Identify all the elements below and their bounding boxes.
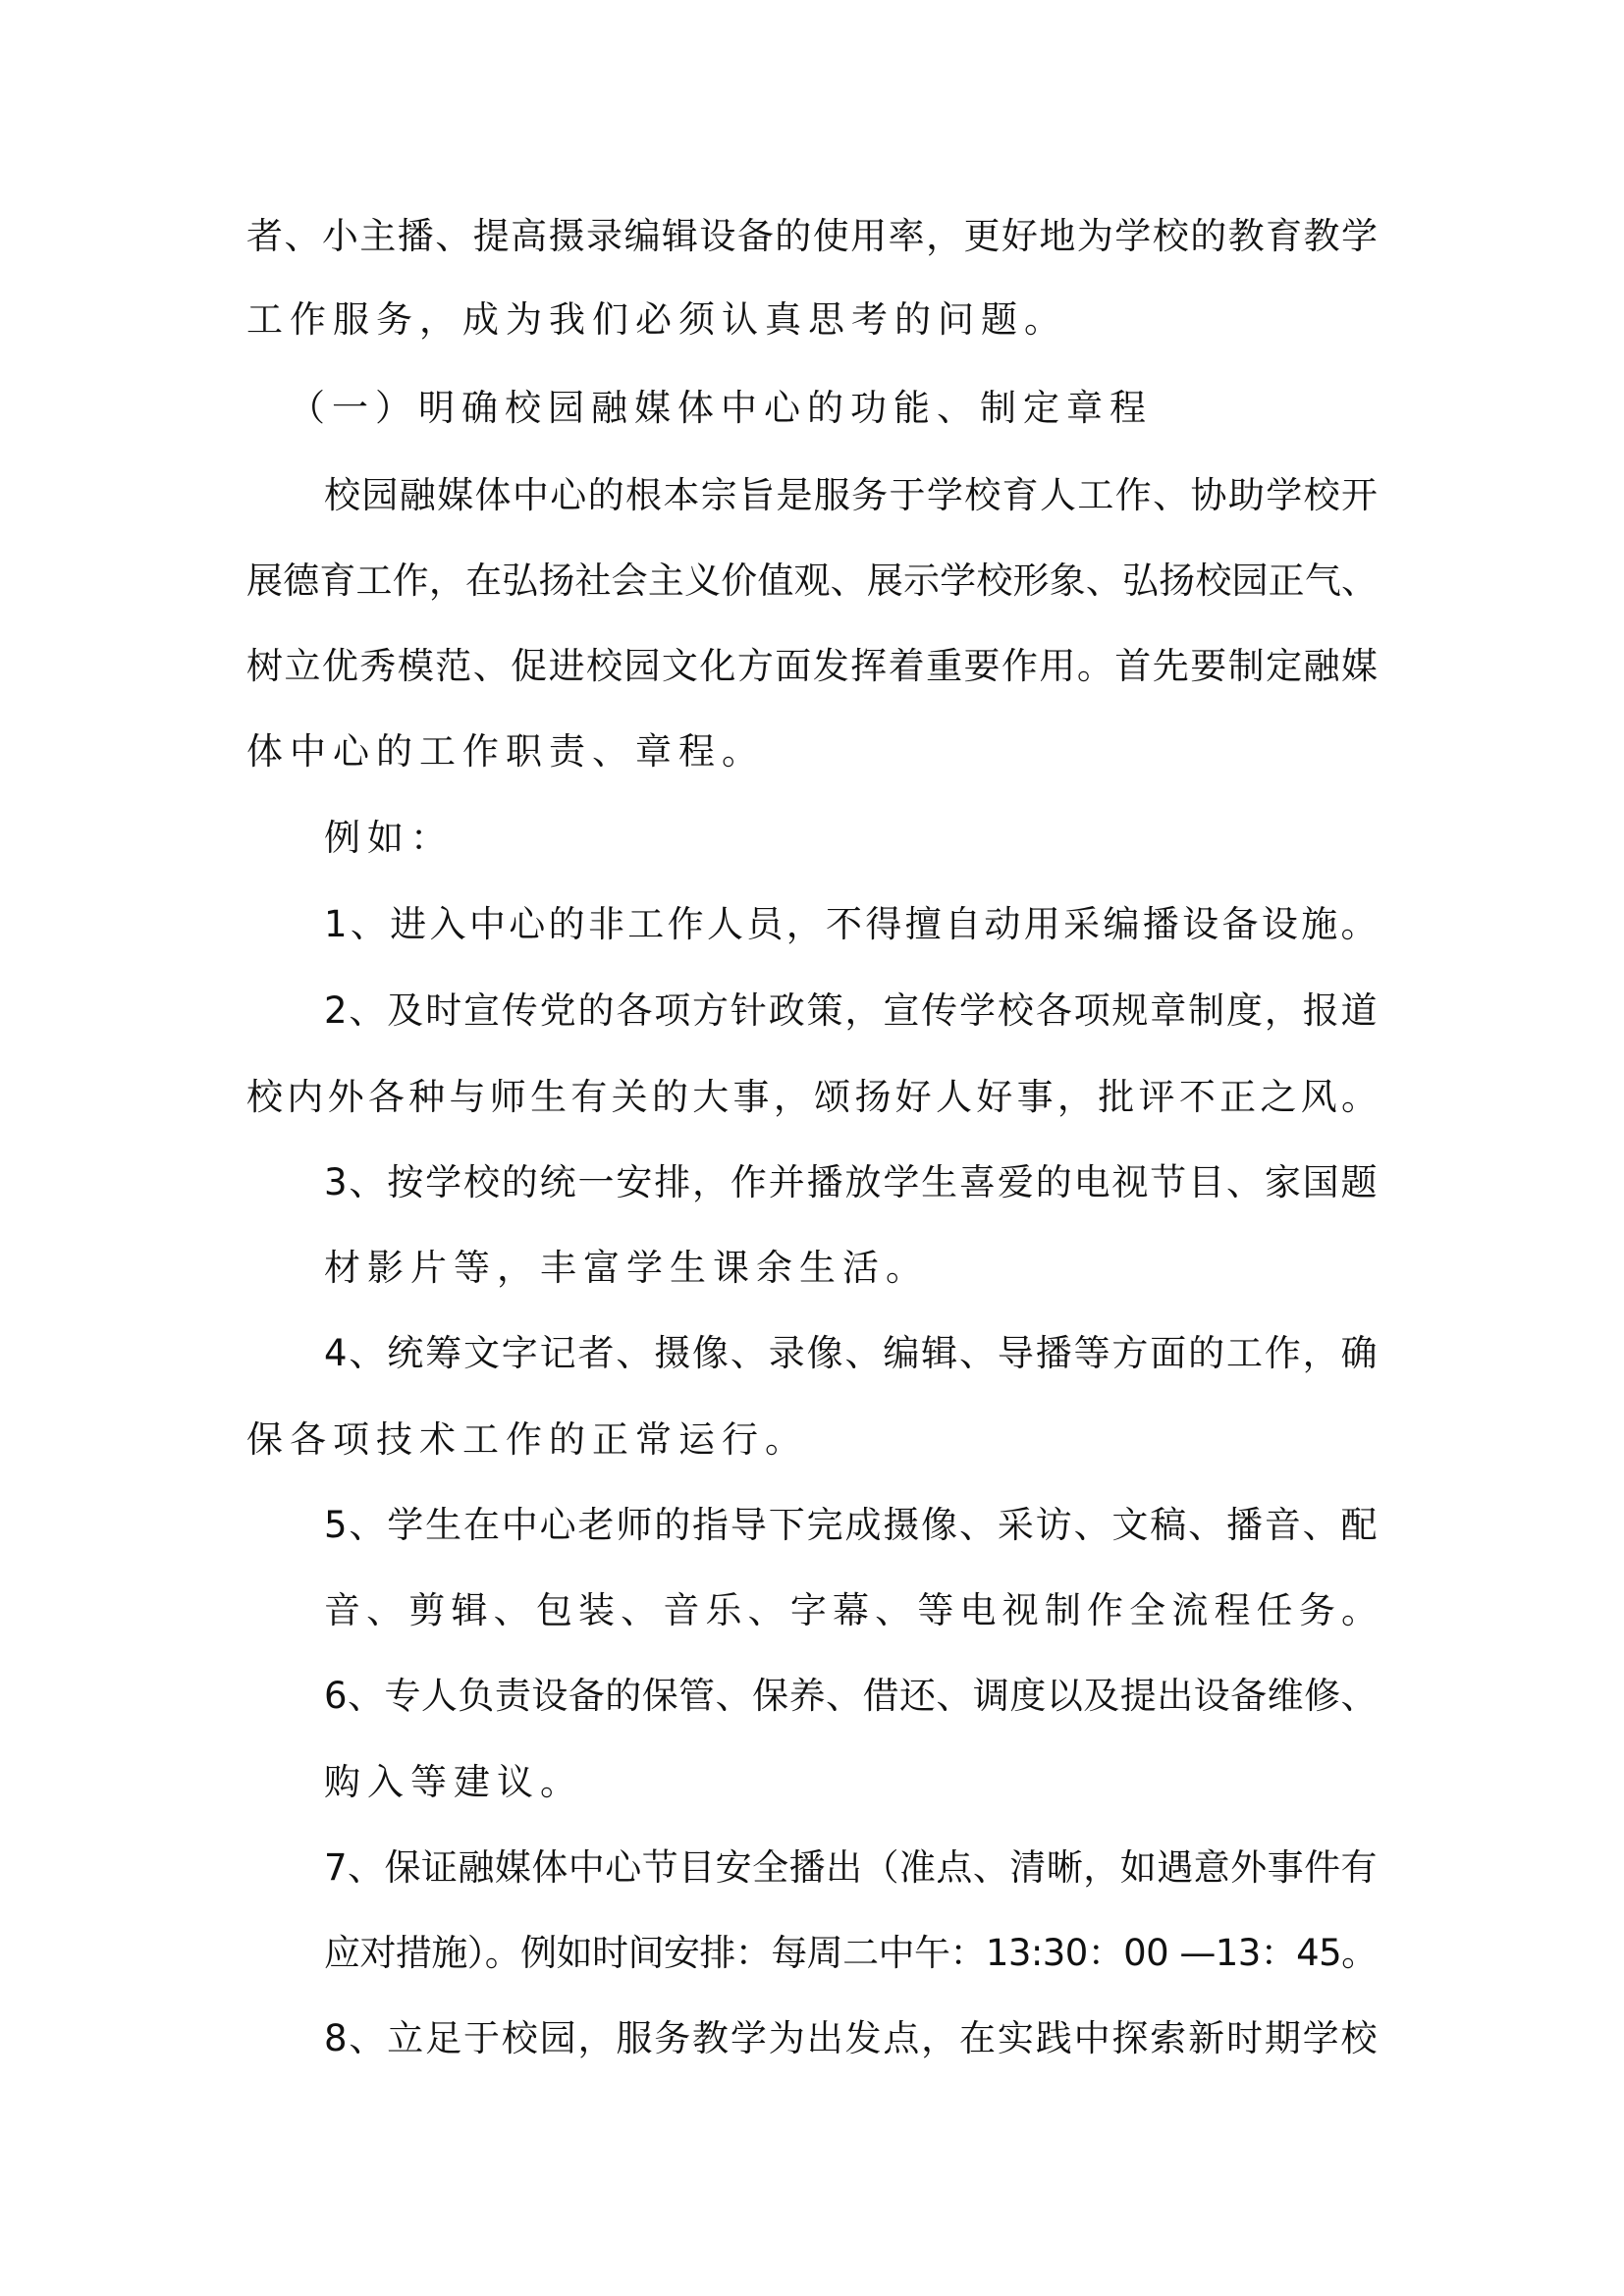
list-item: 1、进入中心的非工作人员，不得擅自动用采编播设备设施。 — [324, 903, 1380, 945]
text-line: 校内外各种与师生有关的大事，颂扬好人好事，批评不正之风。 — [246, 1076, 1382, 1118]
list-item: 5、学生在中心老师的指导下完成摄像、采访、文稿、播音、配 — [324, 1504, 1380, 1546]
list-item: 2、及时宣传党的各项方针政策，宣传学校各项规章制度，报道 — [324, 989, 1380, 1032]
text-line: 树立优秀模范、促进校园文化方面发挥着重要作用。首先要制定融媒 — [246, 645, 1380, 687]
section-heading: （一）明确校园融媒体中心的功能、制定章程 — [289, 387, 1153, 429]
list-item: 8、立足于校园，服务教学为出发点，在实践中探索新时期学校 — [324, 2017, 1380, 2059]
text-line: 音、剪辑、包装、音乐、字幕、等电视制作全流程任务。 — [324, 1589, 1384, 1631]
text-line: 保各项技术工作的正常运行。 — [246, 1418, 808, 1461]
text-line: 者、小主播、提高摄录编辑设备的使用率，更好地为学校的教育教学 — [246, 215, 1380, 257]
list-item: 3、按学校的统一安排，作并播放学生喜爱的电视节目、家国题 — [324, 1161, 1380, 1203]
list-item: 7、保证融媒体中心节目安全播出（准点、清晰，如遇意外事件有 — [324, 1846, 1379, 1889]
text-line: 展德育工作，在弘扬社会主义价值观、展示学校形象、弘扬校园正气、 — [246, 560, 1379, 602]
text-line: 工作服务，成为我们必须认真思考的问题。 — [246, 298, 1067, 341]
text-line: 体中心的工作职责、章程。 — [246, 730, 765, 773]
text-line: 购入等建议。 — [324, 1761, 583, 1803]
list-item: 6、专人负责设备的保管、保养、借还、调度以及提出设备维修、 — [324, 1675, 1379, 1717]
text-line: 材影片等，丰富学生课余生活。 — [324, 1247, 929, 1289]
text-line: 校园融媒体中心的根本宗旨是服务于学校育人工作、协助学校开 — [324, 474, 1380, 516]
text-line: 应对措施）。例如时间安排：每周二中午：13:30：00 —13：45。 — [324, 1932, 1378, 1974]
list-item: 4、统筹文字记者、摄像、录像、编辑、导播等方面的工作，确 — [324, 1332, 1380, 1374]
text-line: 例如： — [324, 817, 454, 859]
